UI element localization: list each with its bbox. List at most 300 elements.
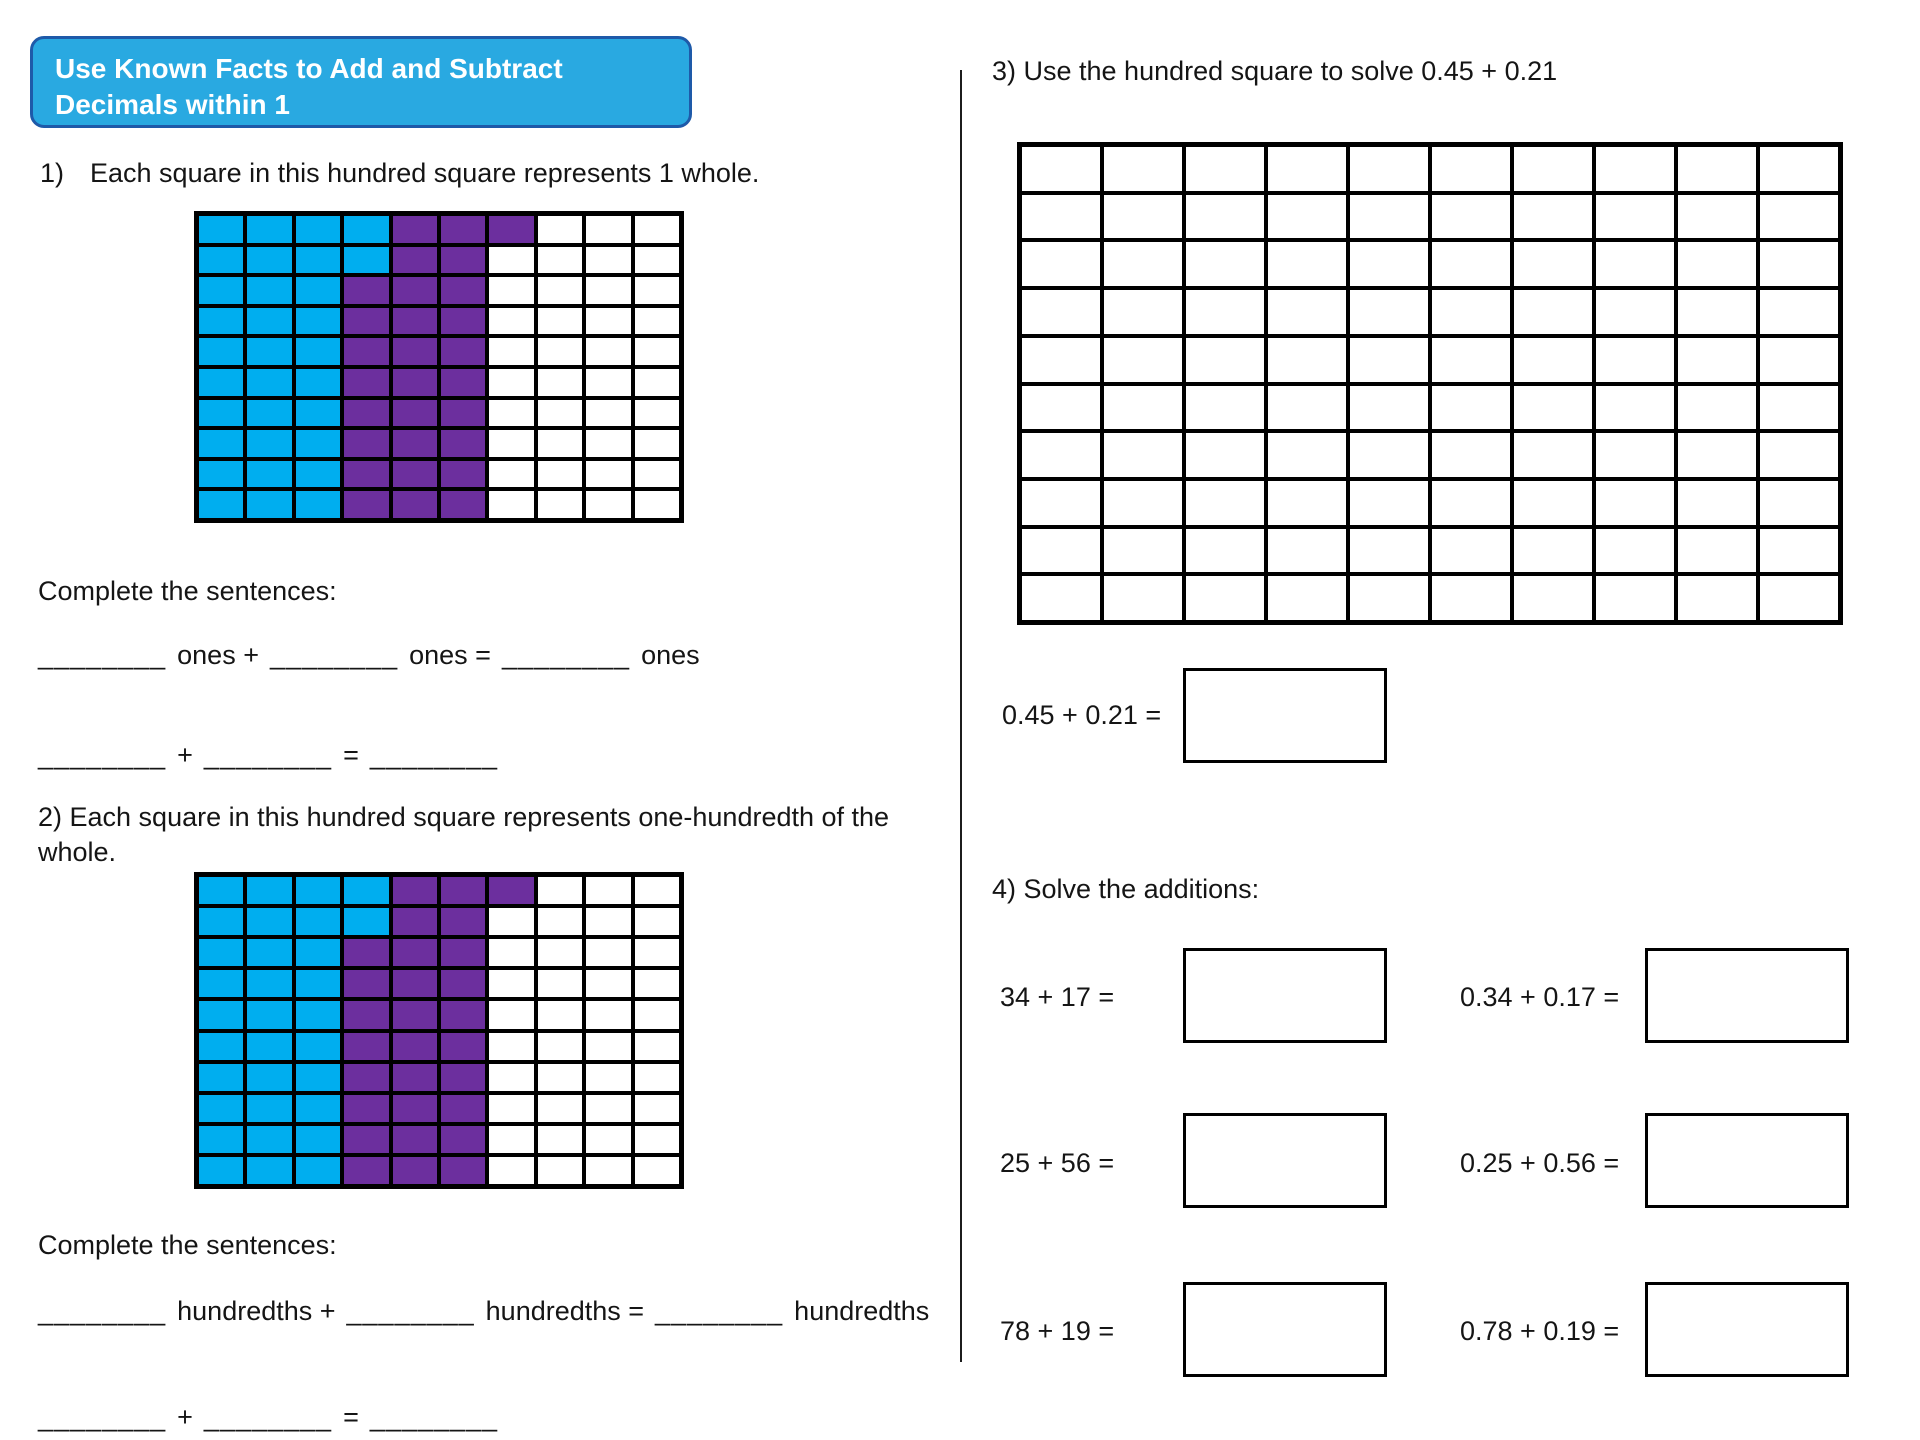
answer-blank[interactable]: ________: [369, 1402, 498, 1432]
hundred-square-1: [194, 211, 684, 523]
grid-cell: [342, 306, 390, 337]
grid-cell: [245, 1124, 293, 1155]
grid-cell: [487, 906, 535, 937]
answer-blank[interactable]: ________: [369, 740, 498, 770]
grid-cell: [245, 1031, 293, 1062]
grid-cell: [197, 875, 245, 906]
grid-cell[interactable]: [1102, 193, 1184, 241]
grid-cell: [584, 214, 632, 245]
answer-blank[interactable]: ________: [38, 1296, 167, 1326]
grid-cell: [439, 875, 487, 906]
grid-cell: [197, 1062, 245, 1093]
grid-cell[interactable]: [1594, 384, 1676, 432]
grid-cell: [487, 245, 535, 276]
grid-cell: [536, 999, 584, 1030]
grid-cell[interactable]: [1102, 240, 1184, 288]
grid-cell: [245, 336, 293, 367]
grid-cell: [487, 937, 535, 968]
grid-cell: [294, 489, 342, 520]
grid-cell[interactable]: [1184, 431, 1266, 479]
grid-cell: [536, 428, 584, 459]
answer-blank[interactable]: ________: [346, 1296, 475, 1326]
grid-cell: [536, 275, 584, 306]
grid-cell: [245, 245, 293, 276]
grid-cell: [294, 968, 342, 999]
grid-cell: [197, 906, 245, 937]
q2-sentence-numbers: [38, 1402, 498, 1433]
grid-cell: [584, 968, 632, 999]
grid-cell[interactable]: [1184, 336, 1266, 384]
grid-cell: [294, 937, 342, 968]
grid-cell: [294, 1093, 342, 1124]
grid-cell: [536, 245, 584, 276]
grid-cell[interactable]: [1594, 240, 1676, 288]
grid-cell: [342, 214, 390, 245]
grid-cell[interactable]: [1020, 431, 1102, 479]
q2-s1-word2: hundredths =: [485, 1296, 645, 1326]
grid-cell: [487, 275, 535, 306]
grid-cell[interactable]: [1594, 145, 1676, 193]
grid-cell[interactable]: [1430, 527, 1512, 575]
grid-cell: [197, 306, 245, 337]
grid-cell[interactable]: [1430, 479, 1512, 527]
grid-cell: [391, 398, 439, 429]
grid-cell[interactable]: [1594, 479, 1676, 527]
grid-cell: [197, 398, 245, 429]
grid-cell[interactable]: [1102, 384, 1184, 432]
q2-s1-word1: hundredths +: [177, 1296, 336, 1326]
grid-cell[interactable]: [1348, 479, 1430, 527]
q2-s2-equals: =: [343, 1402, 359, 1432]
grid-cell[interactable]: [1266, 288, 1348, 336]
grid-cell: [487, 1093, 535, 1124]
grid-cell: [536, 1062, 584, 1093]
q2-complete-label: Complete the sentences:: [38, 1230, 337, 1260]
grid-cell[interactable]: [1594, 288, 1676, 336]
grid-cell: [391, 336, 439, 367]
grid-cell[interactable]: [1184, 479, 1266, 527]
grid-cell: [294, 398, 342, 429]
q4-row3-right-label: 0.78 + 0.19 =: [1460, 1316, 1620, 1346]
grid-cell: [439, 398, 487, 429]
grid-cell[interactable]: [1676, 479, 1758, 527]
q4-row3-left-label: 78 + 19 =: [1000, 1316, 1115, 1346]
grid-cell: [633, 1155, 681, 1186]
grid-cell[interactable]: [1758, 145, 1840, 193]
grid-cell: [536, 489, 584, 520]
grid-cell[interactable]: [1758, 527, 1840, 575]
grid-cell[interactable]: [1184, 193, 1266, 241]
grid-cell: [197, 428, 245, 459]
grid-cell[interactable]: [1184, 574, 1266, 622]
grid-cell[interactable]: [1676, 240, 1758, 288]
grid-cell: [391, 875, 439, 906]
grid-cell: [487, 1155, 535, 1186]
grid-cell[interactable]: [1020, 479, 1102, 527]
grid-cell: [294, 875, 342, 906]
grid-cell: [584, 906, 632, 937]
grid-cell: [439, 1031, 487, 1062]
grid-cell: [294, 999, 342, 1030]
grid-cell[interactable]: [1676, 527, 1758, 575]
grid-cell[interactable]: [1758, 240, 1840, 288]
grid-cell: [439, 1155, 487, 1186]
grid-cell[interactable]: [1512, 336, 1594, 384]
grid-cell: [391, 214, 439, 245]
q2-s1-word3: hundredths: [794, 1296, 930, 1326]
title-line-2: Decimals within 1: [55, 89, 290, 121]
q3-answer-box[interactable]: [1183, 668, 1387, 763]
grid-cell: [584, 428, 632, 459]
q3-heading: 3) Use the hundred square to solve 0.45 + 0.21: [992, 56, 1558, 86]
grid-cell: [245, 459, 293, 490]
grid-cell: [633, 428, 681, 459]
grid-cell[interactable]: [1020, 145, 1102, 193]
grid-cell[interactable]: [1676, 431, 1758, 479]
q4-row1-right-answer-box[interactable]: [1645, 948, 1849, 1043]
answer-blank[interactable]: ________: [203, 740, 333, 770]
q2-heading: 2) Each square in this hundred square represents one-hundredth of the whole.: [38, 802, 890, 868]
grid-cell: [584, 336, 632, 367]
grid-cell: [536, 906, 584, 937]
q4-row3-right-answer-box[interactable]: [1645, 1282, 1849, 1377]
grid-cell: [584, 1093, 632, 1124]
grid-cell[interactable]: [1512, 527, 1594, 575]
grid-cell: [197, 937, 245, 968]
grid-cell[interactable]: [1020, 193, 1102, 241]
grid-cell: [439, 306, 487, 337]
grid-cell: [487, 398, 535, 429]
grid-cell: [391, 937, 439, 968]
grid-cell[interactable]: [1758, 384, 1840, 432]
grid-cell: [294, 1062, 342, 1093]
grid-cell: [439, 459, 487, 490]
grid-cell[interactable]: [1266, 431, 1348, 479]
grid-cell[interactable]: [1348, 574, 1430, 622]
grid-cell[interactable]: [1348, 193, 1430, 241]
grid-cell: [584, 1124, 632, 1155]
grid-cell: [536, 214, 584, 245]
grid-cell[interactable]: [1676, 384, 1758, 432]
grid-cell: [439, 1093, 487, 1124]
grid-cell[interactable]: [1676, 145, 1758, 193]
grid-cell[interactable]: [1430, 336, 1512, 384]
grid-cell: [439, 489, 487, 520]
grid-cell: [584, 1031, 632, 1062]
title-line-1: Use Known Facts to Add and Subtract: [55, 53, 563, 84]
grid-cell: [584, 367, 632, 398]
grid-cell: [391, 1093, 439, 1124]
grid-cell: [584, 1155, 632, 1186]
answer-blank[interactable]: ________: [269, 640, 399, 670]
q1-text: Each square in this hundred square represents 1 whole.: [90, 158, 760, 188]
grid-cell[interactable]: [1512, 431, 1594, 479]
grid-cell[interactable]: [1594, 193, 1676, 241]
grid-cell: [633, 937, 681, 968]
grid-cell: [342, 1155, 390, 1186]
grid-cell: [536, 1124, 584, 1155]
grid-cell: [342, 1124, 390, 1155]
grid-cell[interactable]: [1020, 288, 1102, 336]
grid-cell: [391, 428, 439, 459]
q1-s1-word3: ones: [641, 640, 700, 670]
grid-cell: [197, 459, 245, 490]
grid-cell[interactable]: [1758, 336, 1840, 384]
grid-cell: [487, 306, 535, 337]
grid-cell: [245, 1093, 293, 1124]
grid-cell: [342, 999, 390, 1030]
q4-row1-left-answer-box[interactable]: [1183, 948, 1387, 1043]
grid-cell[interactable]: [1348, 288, 1430, 336]
grid-cell[interactable]: [1430, 431, 1512, 479]
grid-cell: [487, 459, 535, 490]
grid-cell[interactable]: [1102, 574, 1184, 622]
grid-cell: [536, 367, 584, 398]
grid-cell: [584, 459, 632, 490]
grid-cell[interactable]: [1184, 240, 1266, 288]
grid-cell[interactable]: [1594, 336, 1676, 384]
grid-cell: [439, 214, 487, 245]
grid-cell: [391, 906, 439, 937]
q2-sentence-hundredths: [38, 1296, 929, 1327]
grid-cell: [633, 306, 681, 337]
q1-sentence-ones: [38, 640, 700, 671]
grid-cell[interactable]: [1594, 527, 1676, 575]
grid-cell[interactable]: [1758, 193, 1840, 241]
grid-cell: [487, 336, 535, 367]
grid-cell: [245, 214, 293, 245]
grid-cell: [633, 367, 681, 398]
grid-cell: [197, 336, 245, 367]
grid-cell: [439, 245, 487, 276]
grid-cell[interactable]: [1348, 431, 1430, 479]
grid-cell[interactable]: [1512, 145, 1594, 193]
grid-cell: [439, 367, 487, 398]
grid-cell[interactable]: [1102, 431, 1184, 479]
grid-cell: [245, 875, 293, 906]
grid-cell: [197, 489, 245, 520]
column-divider: [960, 70, 962, 1362]
grid-cell: [584, 875, 632, 906]
answer-blank[interactable]: ________: [38, 640, 167, 670]
grid-cell: [294, 336, 342, 367]
q4-row1-right-label: 0.34 + 0.17 =: [1460, 982, 1620, 1012]
grid-cell: [536, 1093, 584, 1124]
grid-cell[interactable]: [1348, 527, 1430, 575]
grid-cell: [197, 999, 245, 1030]
grid-cell: [584, 999, 632, 1030]
grid-cell[interactable]: [1512, 384, 1594, 432]
grid-cell[interactable]: [1676, 288, 1758, 336]
grid-cell[interactable]: [1758, 574, 1840, 622]
grid-cell[interactable]: [1676, 193, 1758, 241]
grid-cell: [633, 999, 681, 1030]
grid-cell[interactable]: [1266, 527, 1348, 575]
grid-cell[interactable]: [1266, 479, 1348, 527]
q4-row2-left-answer-box[interactable]: [1183, 1113, 1387, 1208]
hundred-square-empty[interactable]: [1017, 142, 1843, 625]
answer-blank[interactable]: ________: [38, 740, 167, 770]
grid-cell: [342, 489, 390, 520]
grid-cell: [633, 275, 681, 306]
grid-cell[interactable]: [1102, 336, 1184, 384]
grid-cell: [536, 306, 584, 337]
grid-cell: [342, 937, 390, 968]
grid-cell[interactable]: [1020, 527, 1102, 575]
grid-cell[interactable]: [1020, 336, 1102, 384]
grid-cell: [391, 1062, 439, 1093]
grid-cell[interactable]: [1102, 288, 1184, 336]
grid-cell[interactable]: [1348, 240, 1430, 288]
grid-cell: [391, 367, 439, 398]
grid-cell: [584, 306, 632, 337]
grid-cell: [536, 1155, 584, 1186]
grid-cell[interactable]: [1348, 145, 1430, 193]
q4-row2-right-answer-box[interactable]: [1645, 1113, 1849, 1208]
grid-cell: [342, 906, 390, 937]
grid-cell: [439, 336, 487, 367]
grid-cell[interactable]: [1266, 193, 1348, 241]
grid-cell: [391, 999, 439, 1030]
answer-blank[interactable]: ________: [501, 640, 631, 670]
grid-cell: [294, 367, 342, 398]
grid-cell[interactable]: [1430, 384, 1512, 432]
grid-cell[interactable]: [1184, 145, 1266, 193]
grid-cell[interactable]: [1430, 288, 1512, 336]
grid-cell: [536, 398, 584, 429]
q1-heading: [40, 156, 759, 191]
grid-cell[interactable]: [1512, 193, 1594, 241]
grid-cell: [487, 428, 535, 459]
grid-cell: [487, 1062, 535, 1093]
grid-cell[interactable]: [1102, 479, 1184, 527]
q1-sentence-numbers: [38, 740, 498, 771]
grid-cell[interactable]: [1266, 384, 1348, 432]
grid-cell[interactable]: [1758, 431, 1840, 479]
grid-cell[interactable]: [1184, 527, 1266, 575]
grid-cell: [294, 306, 342, 337]
grid-cell: [536, 459, 584, 490]
q4-row2-right-label: 0.25 + 0.56 =: [1460, 1148, 1620, 1178]
grid-cell: [487, 214, 535, 245]
grid-cell[interactable]: [1102, 145, 1184, 193]
grid-cell: [245, 906, 293, 937]
answer-blank[interactable]: ________: [655, 1296, 784, 1326]
grid-cell[interactable]: [1758, 288, 1840, 336]
grid-cell[interactable]: [1512, 479, 1594, 527]
q3-equation-label: 0.45 + 0.21 =: [1002, 700, 1162, 730]
grid-cell: [584, 489, 632, 520]
grid-cell: [584, 398, 632, 429]
grid-cell[interactable]: [1758, 479, 1840, 527]
grid-cell[interactable]: [1020, 574, 1102, 622]
grid-cell: [633, 1031, 681, 1062]
grid-cell: [294, 245, 342, 276]
grid-cell: [197, 245, 245, 276]
grid-cell: [487, 999, 535, 1030]
grid-cell[interactable]: [1430, 145, 1512, 193]
answer-blank[interactable]: ________: [38, 1402, 167, 1432]
grid-cell[interactable]: [1594, 431, 1676, 479]
grid-cell: [245, 937, 293, 968]
grid-cell[interactable]: [1512, 288, 1594, 336]
grid-cell[interactable]: [1266, 145, 1348, 193]
grid-cell: [439, 1124, 487, 1155]
grid-cell: [245, 428, 293, 459]
grid-cell: [633, 214, 681, 245]
grid-cell[interactable]: [1512, 574, 1594, 622]
grid-cell: [342, 245, 390, 276]
grid-cell: [633, 1093, 681, 1124]
grid-cell: [584, 245, 632, 276]
grid-cell[interactable]: [1020, 384, 1102, 432]
grid-cell: [584, 1062, 632, 1093]
grid-cell: [294, 1124, 342, 1155]
grid-cell: [439, 275, 487, 306]
grid-cell: [342, 1031, 390, 1062]
grid-cell[interactable]: [1266, 574, 1348, 622]
grid-cell[interactable]: [1102, 527, 1184, 575]
grid-cell[interactable]: [1594, 574, 1676, 622]
grid-cell: [391, 275, 439, 306]
grid-cell: [245, 489, 293, 520]
grid-cell: [342, 1062, 390, 1093]
grid-cell: [294, 1155, 342, 1186]
grid-cell[interactable]: [1676, 574, 1758, 622]
grid-cell: [487, 1124, 535, 1155]
grid-cell[interactable]: [1266, 336, 1348, 384]
grid-cell[interactable]: [1512, 240, 1594, 288]
grid-cell: [439, 999, 487, 1030]
title-card: [30, 36, 692, 128]
q2-s2-plus: +: [177, 1402, 193, 1432]
grid-cell: [487, 968, 535, 999]
grid-cell: [633, 245, 681, 276]
grid-cell: [633, 1124, 681, 1155]
grid-cell: [342, 398, 390, 429]
grid-cell[interactable]: [1184, 288, 1266, 336]
grid-cell[interactable]: [1676, 336, 1758, 384]
grid-cell[interactable]: [1266, 240, 1348, 288]
grid-cell[interactable]: [1184, 384, 1266, 432]
q4-row3-left-answer-box[interactable]: [1183, 1282, 1387, 1377]
grid-cell[interactable]: [1430, 574, 1512, 622]
grid-cell[interactable]: [1348, 384, 1430, 432]
grid-cell[interactable]: [1020, 240, 1102, 288]
grid-cell[interactable]: [1430, 193, 1512, 241]
grid-cell: [391, 1124, 439, 1155]
grid-cell: [245, 1155, 293, 1186]
grid-cell: [294, 428, 342, 459]
grid-cell: [245, 1062, 293, 1093]
grid-cell: [294, 459, 342, 490]
grid-cell: [245, 275, 293, 306]
grid-cell: [487, 1031, 535, 1062]
grid-cell: [342, 875, 390, 906]
grid-cell[interactable]: [1348, 336, 1430, 384]
grid-cell: [245, 999, 293, 1030]
grid-cell[interactable]: [1430, 240, 1512, 288]
answer-blank[interactable]: ________: [203, 1402, 333, 1432]
q4-heading: 4) Solve the additions:: [992, 874, 1260, 904]
grid-cell: [197, 968, 245, 999]
grid-cell: [197, 214, 245, 245]
grid-cell: [487, 875, 535, 906]
grid-cell: [536, 336, 584, 367]
grid-cell: [391, 968, 439, 999]
grid-cell: [342, 459, 390, 490]
grid-cell: [584, 937, 632, 968]
